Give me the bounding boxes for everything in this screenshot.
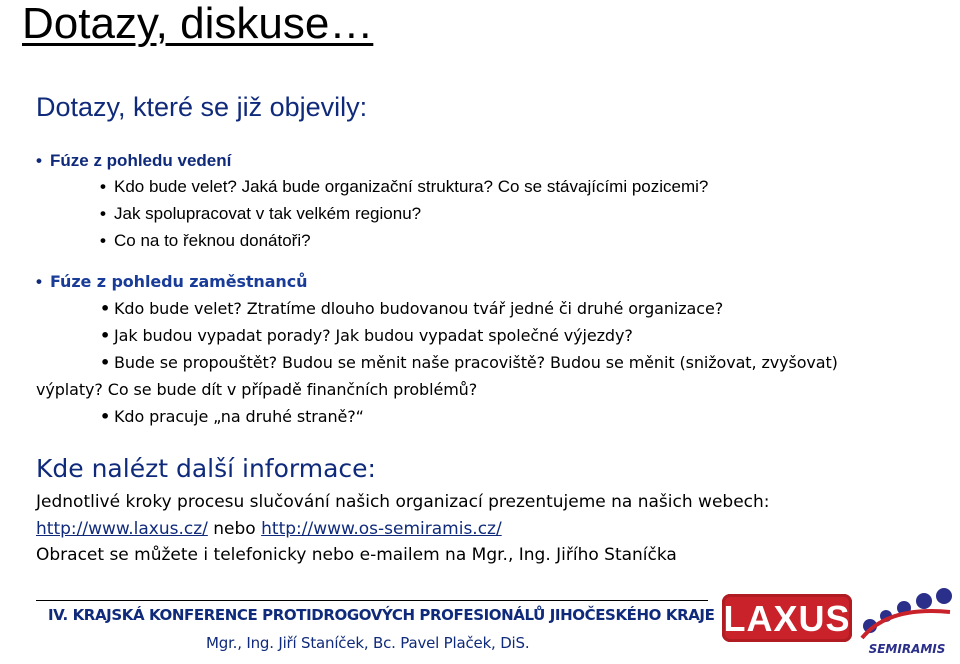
list-item <box>100 325 633 347</box>
section-heading-management <box>36 150 231 172</box>
section-heading-label: Fúze z pohledu zaměstnanců <box>50 272 308 291</box>
list-item <box>100 203 421 225</box>
semiramis-logo <box>858 586 956 660</box>
section-heading-label: Fúze z pohledu vedení <box>50 151 232 170</box>
footer-authors: Mgr., Ing. Jiří Staníček, Bc. Pavel Plaček, DiS. <box>206 634 530 652</box>
list-item <box>100 176 708 198</box>
semiramis-link[interactable]: http://www.os-semiramis.cz/ <box>261 519 502 539</box>
list-item-text: Kdo bude velet? Jaká bude organizační struktura? Co se stávajícími pozicemi? <box>114 177 709 196</box>
list-item-text: Kdo pracuje „na druhé straně?“ <box>114 407 364 426</box>
list-item-text: Kdo bude velet? Ztratíme dlouho budovanou tvář jedné či druhé organizace? <box>114 299 724 318</box>
footer-divider <box>36 600 708 601</box>
slide-title: Dotazy, diskuse… <box>22 0 374 48</box>
info-links <box>36 517 502 541</box>
list-item-text: Co na to řeknou donátoři? <box>114 231 311 250</box>
list-item-text: Jak budou vypadat porady? Jak budou vypadat společné výjezdy? <box>114 326 633 345</box>
list-item-text: Jak spolupracovat v tak velkém regionu? <box>114 204 422 223</box>
semiramis-logo-text: SEMIRAMIS <box>868 642 946 656</box>
list-item-continuation <box>36 379 477 401</box>
footer-conference: IV. KRAJSKÁ KONFERENCE PROTIDROGOVÝCH PROFESIONÁLŮ JIHOČESKÉHO KRAJE <box>48 606 715 624</box>
link-connector: nebo <box>213 519 256 539</box>
list-item-text: Bude se propouštět? Budou se měnit naše pracoviště? Budou se měnit (snižovat, zvyšovat) <box>114 353 838 372</box>
list-item <box>100 406 364 428</box>
semiramis-logo-icon <box>858 586 956 646</box>
list-item <box>100 298 723 320</box>
laxus-link[interactable]: http://www.laxus.cz/ <box>36 519 208 539</box>
info-contact: Obracet se můžete i telefonicky nebo e-mailem na Mgr., Ing. Jiřího Staníčka <box>36 545 677 565</box>
subtitle: Dotazy, které se již objevily: <box>36 92 368 122</box>
laxus-logo-text: LAXUS <box>723 598 851 639</box>
info-line: Jednotlivé kroky procesu slučování našich organizací prezentujeme na našich webech: <box>36 492 770 512</box>
list-item <box>100 352 838 374</box>
list-item-text: výplaty? Co se bude dít v případě finančních problémů? <box>36 380 478 399</box>
section-heading-employees <box>36 271 307 293</box>
list-item <box>100 230 311 252</box>
info-heading: Kde nalézt další informace: <box>36 454 376 483</box>
laxus-logo <box>722 594 852 642</box>
